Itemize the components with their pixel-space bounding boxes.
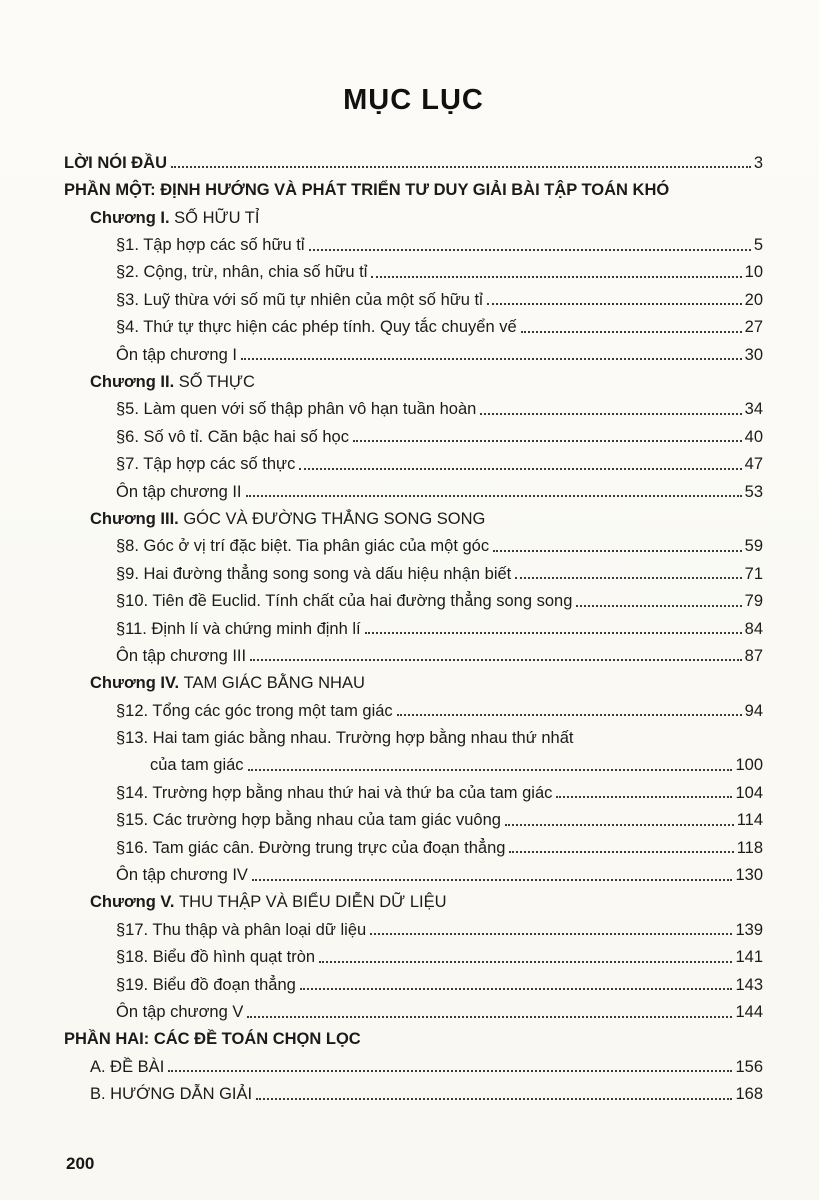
toc-entry-label: §6. Số vô tỉ. Căn bậc hai số học bbox=[116, 427, 349, 446]
toc-row bbox=[64, 1024, 763, 1051]
toc-page-number: 100 bbox=[735, 756, 763, 775]
toc-entry-label: §9. Hai đường thẳng song song và dấu hiệu nhận biết bbox=[116, 564, 512, 583]
leader-dots bbox=[515, 577, 741, 579]
toc-row bbox=[64, 503, 763, 530]
toc-entry-label: §1. Tập hợp các số hữu tỉ bbox=[116, 236, 305, 255]
leader-dots bbox=[556, 796, 732, 798]
chapter-title: TAM GIÁC BẰNG NHAU bbox=[183, 674, 365, 693]
toc-page-number: 141 bbox=[735, 948, 763, 967]
leader-dots bbox=[397, 714, 742, 716]
toc-entry-label: §12. Tổng các góc trong một tam giác bbox=[116, 701, 393, 720]
toc-row bbox=[64, 969, 763, 996]
leader-dots bbox=[256, 1098, 732, 1100]
toc-page-number: 156 bbox=[735, 1057, 763, 1076]
chapter-title: THU THẬP VÀ BIỂU DIỄN DỮ LIỆU bbox=[179, 893, 447, 912]
toc-row bbox=[64, 147, 763, 174]
leader-dots bbox=[247, 1016, 732, 1018]
toc-entry-label bbox=[90, 894, 447, 914]
toc-list bbox=[64, 147, 763, 1106]
leader-dots bbox=[168, 1070, 732, 1072]
toc-page-number: 87 bbox=[744, 646, 763, 665]
leader-dots bbox=[371, 276, 741, 278]
toc-page-number: 20 bbox=[744, 290, 763, 309]
chapter-prefix: Chương III. bbox=[90, 509, 184, 528]
toc-page-number: 144 bbox=[735, 1003, 763, 1021]
toc-row bbox=[64, 174, 763, 201]
toc-row bbox=[64, 1078, 763, 1105]
folio-page-number: 200 bbox=[66, 1154, 95, 1173]
toc-entry-label: PHẦN HAI: CÁC ĐỀ TOÁN CHỌN LỌC bbox=[64, 1030, 361, 1049]
chapter-prefix: Chương V. bbox=[90, 893, 180, 912]
toc-entry-label: A. ĐỀ BÀI bbox=[90, 1057, 165, 1076]
toc-row bbox=[64, 530, 763, 557]
toc-entry-label: Ôn tập chương II bbox=[116, 482, 242, 501]
toc-entry-label: LỜI NÓI ĐẦU bbox=[64, 153, 167, 172]
toc-entry-label: §13. Hai tam giác bằng nhau. Trường hợp bằng nhau thứ nhất bbox=[116, 729, 574, 748]
toc-page-number: 79 bbox=[744, 592, 763, 611]
toc-row bbox=[64, 887, 763, 914]
toc-page-number: 168 bbox=[735, 1085, 763, 1104]
toc-page-number: 104 bbox=[735, 783, 763, 802]
toc-entry-label: §18. Biểu đồ hình quạt tròn bbox=[116, 948, 316, 967]
leader-dots bbox=[487, 303, 742, 305]
toc-entry-label: Ôn tập chương IV bbox=[116, 866, 248, 885]
leader-dots bbox=[365, 632, 742, 634]
toc-row bbox=[64, 777, 763, 804]
toc-entry-label: Ôn tập chương I bbox=[116, 345, 237, 364]
chapter-prefix: Chương IV. bbox=[90, 674, 184, 693]
toc-row bbox=[64, 339, 763, 366]
toc-entry-label: PHẦN MỘT: ĐỊNH HƯỚNG VÀ PHÁT TRIỂN TƯ DUY GIẢI BÀI TẬP TOÁN KHÓ bbox=[64, 181, 670, 200]
leader-dots bbox=[252, 879, 733, 881]
toc-entry-label: B. HƯỚNG DẪN GIẢI bbox=[90, 1085, 253, 1104]
toc-page-number: 114 bbox=[736, 811, 763, 830]
page-title: MỤC LỤC bbox=[343, 84, 484, 116]
leader-dots bbox=[480, 413, 741, 415]
toc-row bbox=[64, 421, 763, 448]
toc-entry-label: của tam giác bbox=[150, 756, 244, 775]
chapter-title: GÓC VÀ ĐƯỜNG THẲNG SONG SONG bbox=[183, 509, 486, 528]
toc-page-number: 84 bbox=[744, 619, 763, 638]
toc-page-number: 143 bbox=[735, 975, 763, 994]
leader-dots bbox=[505, 824, 734, 826]
toc-page-number: 47 bbox=[744, 455, 763, 474]
toc-row bbox=[64, 941, 763, 968]
leader-dots bbox=[241, 358, 742, 360]
toc-entry-label: §7. Tập hợp các số thực bbox=[116, 455, 296, 474]
toc-entry-label: §11. Định lí và chứng minh định lí bbox=[116, 619, 361, 638]
leader-dots bbox=[521, 331, 742, 333]
toc-row bbox=[64, 914, 763, 941]
leader-dots bbox=[171, 166, 751, 168]
toc-row bbox=[64, 640, 763, 667]
toc-entry-label: §14. Trường hợp bằng nhau thứ hai và thứ ba của tam giác bbox=[116, 783, 553, 802]
toc-entry-label bbox=[90, 374, 255, 394]
toc-entry-label bbox=[90, 210, 259, 230]
leader-dots bbox=[250, 659, 742, 661]
toc-entry-label: §3. Luỹ thừa với số mũ tự nhiên của một số hữu tỉ bbox=[116, 290, 483, 309]
toc-entry-label: §15. Các trường hợp bằng nhau của tam giác vuông bbox=[116, 811, 501, 830]
leader-dots bbox=[246, 495, 742, 497]
toc-entry-label: §2. Cộng, trừ, nhân, chia số hữu tỉ bbox=[116, 263, 368, 282]
toc-entry-label: Ôn tập chương III bbox=[116, 646, 247, 665]
leader-dots bbox=[576, 605, 741, 607]
toc-row bbox=[64, 476, 763, 503]
toc-row bbox=[64, 366, 763, 393]
toc-entry-label: §19. Biểu đồ đoạn thẳng bbox=[116, 975, 296, 994]
toc-page-number: 40 bbox=[744, 427, 763, 446]
toc-row bbox=[64, 448, 763, 475]
toc-entry-label: §17. Thu thập và phân loại dữ liệu bbox=[116, 920, 367, 939]
toc-entry-label: §16. Tam giác cân. Đường trung trực của đoạn thẳng bbox=[116, 838, 506, 857]
toc-row bbox=[64, 394, 763, 421]
toc-page-number: 139 bbox=[735, 920, 763, 939]
toc-row bbox=[64, 1051, 763, 1078]
leader-dots bbox=[319, 961, 732, 963]
toc-row bbox=[64, 229, 763, 256]
toc-row bbox=[64, 284, 763, 311]
toc-page-number: 34 bbox=[744, 400, 763, 419]
leader-dots bbox=[509, 851, 733, 853]
toc-page-number: 71 bbox=[744, 564, 763, 583]
toc-page-number: 30 bbox=[744, 345, 763, 364]
toc-entry-label: Ôn tập chương V bbox=[116, 1003, 244, 1021]
toc-row bbox=[64, 859, 763, 886]
toc-row bbox=[64, 695, 763, 722]
toc-page-number: 130 bbox=[735, 866, 763, 885]
toc-row bbox=[64, 257, 763, 284]
toc-row bbox=[64, 613, 763, 640]
toc-entry-label: §10. Tiên đề Euclid. Tính chất của hai đường thẳng song song bbox=[116, 592, 573, 611]
leader-dots bbox=[300, 988, 733, 990]
toc-row bbox=[64, 832, 763, 859]
toc-entry-label: §8. Góc ở vị trí đặc biệt. Tia phân giác của một góc bbox=[116, 537, 490, 556]
toc-page-number: 27 bbox=[744, 318, 763, 337]
toc-entry-label bbox=[90, 675, 365, 695]
chapter-title: SỐ THỰC bbox=[178, 373, 255, 392]
leader-dots bbox=[299, 468, 741, 470]
leader-dots bbox=[353, 440, 742, 442]
toc-page-number: 94 bbox=[744, 701, 763, 720]
toc-page-number: 10 bbox=[744, 263, 763, 282]
toc-entry-label: §4. Thứ tự thực hiện các phép tính. Quy tắc chuyển vế bbox=[116, 318, 517, 337]
toc-row bbox=[64, 667, 763, 694]
leader-dots bbox=[370, 933, 732, 935]
toc-row bbox=[64, 311, 763, 338]
toc-row bbox=[64, 585, 763, 612]
toc-page-number: 53 bbox=[744, 482, 763, 501]
toc-entry-label: §5. Làm quen với số thập phân vô hạn tuần hoàn bbox=[116, 400, 477, 419]
toc-row bbox=[64, 558, 763, 585]
chapter-prefix: Chương II. bbox=[90, 373, 179, 392]
toc-entry-label bbox=[90, 511, 485, 531]
leader-dots bbox=[248, 769, 733, 771]
toc-page-number: 5 bbox=[753, 236, 763, 255]
chapter-title: SỐ HỮU TỈ bbox=[174, 208, 260, 227]
toc-row bbox=[64, 750, 763, 777]
toc-row bbox=[64, 202, 763, 229]
chapter-prefix: Chương I. bbox=[90, 208, 175, 227]
leader-dots bbox=[309, 249, 751, 251]
leader-dots bbox=[493, 550, 742, 552]
toc-row bbox=[64, 996, 763, 1023]
toc-row bbox=[64, 722, 763, 749]
toc-row bbox=[64, 804, 763, 831]
toc-page-number: 118 bbox=[736, 838, 763, 857]
toc-page-number: 3 bbox=[753, 153, 763, 172]
toc-page-number: 59 bbox=[744, 537, 763, 556]
